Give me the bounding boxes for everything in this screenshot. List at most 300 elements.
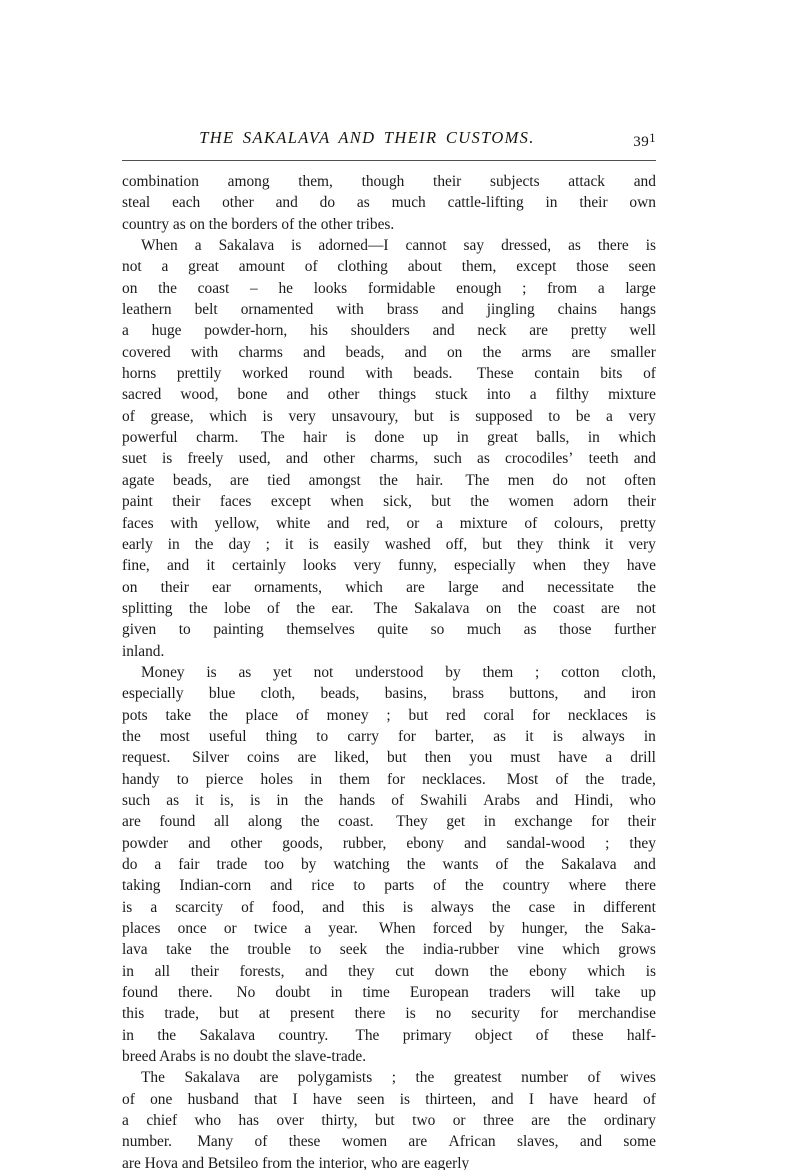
text-run: breed Arabs is no doubt the slave-trade.	[122, 1048, 367, 1066]
text-run: by	[300, 856, 317, 873]
text-line	[122, 769, 656, 790]
text-run: drill	[630, 749, 656, 767]
text-line	[122, 1003, 656, 1024]
text-run: hair.	[416, 471, 448, 489]
text-run: liked,	[334, 749, 369, 767]
text-run: day	[228, 535, 251, 553]
text-run: is	[345, 429, 356, 447]
text-run: African	[448, 1133, 496, 1151]
text-run: looks	[303, 557, 337, 575]
text-run: paint	[122, 493, 153, 511]
text-run: a	[154, 856, 162, 873]
text-run: ;	[391, 1069, 396, 1087]
text-run: themselves	[286, 621, 355, 639]
text-run: rubber,	[342, 834, 387, 852]
text-run: iron	[631, 685, 656, 703]
text-run: ornamented	[240, 301, 314, 319]
text-run: too	[264, 856, 284, 873]
text-run: great	[188, 258, 219, 276]
text-run: wood,	[180, 386, 219, 404]
text-run: which	[562, 941, 600, 959]
text-run: along	[247, 813, 283, 831]
running-head-title: THE SAKALAVA AND THEIR CUSTOMS.	[199, 128, 535, 147]
text-run: colours,	[554, 514, 604, 532]
text-line	[122, 1067, 656, 1088]
text-run: their	[172, 493, 201, 511]
text-line	[122, 918, 656, 939]
text-run: especially	[454, 557, 516, 575]
text-run: of	[535, 1026, 549, 1044]
text-run: Sakalava	[413, 599, 470, 617]
text-run: I	[528, 1090, 535, 1108]
text-line	[122, 641, 656, 662]
text-run: them,	[298, 173, 333, 190]
text-run: cut	[395, 962, 415, 980]
text-run: or	[223, 920, 237, 938]
text-run: of	[587, 1069, 601, 1087]
text-run: to	[178, 621, 191, 639]
text-run: case	[528, 898, 556, 916]
text-run: have	[626, 557, 656, 575]
text-run: is	[402, 898, 413, 916]
text-run: two	[412, 1112, 436, 1130]
text-run: and	[536, 791, 559, 809]
text-run: useful	[208, 727, 247, 745]
text-run: especially	[122, 685, 184, 703]
text-line	[122, 320, 656, 341]
text-run: of	[643, 1090, 656, 1108]
text-run: hands	[339, 791, 376, 809]
text-run: Sakalava	[199, 1026, 256, 1044]
text-run: carry	[347, 727, 379, 745]
text-run: all	[213, 813, 230, 831]
text-run: these	[288, 1133, 321, 1151]
text-run: up	[640, 984, 656, 1002]
text-line	[122, 790, 656, 811]
text-run: take	[594, 984, 621, 1002]
text-run: on	[485, 599, 502, 617]
text-run: country as on the borders of the other tribes.	[122, 215, 395, 233]
text-run: get	[446, 813, 466, 831]
text-line	[122, 619, 656, 640]
text-run: the	[464, 877, 484, 895]
text-run: Sakalava	[184, 1069, 240, 1087]
text-run: that	[254, 1090, 278, 1108]
text-run: men	[507, 471, 535, 489]
text-run: and	[491, 1090, 514, 1108]
text-run: for	[591, 813, 610, 831]
text-run: great	[487, 429, 518, 447]
text-run: powerful	[122, 429, 178, 447]
text-run: take	[165, 706, 192, 724]
text-line	[122, 598, 656, 619]
text-run: bits	[600, 365, 623, 383]
text-run: are	[230, 471, 249, 489]
text-run: some	[623, 1133, 656, 1151]
text-run: charm.	[196, 429, 243, 447]
text-run: slaves,	[516, 1133, 559, 1151]
text-run: a	[304, 920, 312, 938]
text-run: as	[523, 621, 537, 639]
text-run: trouble	[247, 941, 291, 959]
text-run: do	[122, 856, 138, 873]
text-run: ebony	[529, 962, 567, 980]
text-run: them	[482, 663, 514, 681]
running-head	[122, 128, 656, 150]
text-run: in	[122, 1026, 134, 1044]
text-run: doubt	[275, 984, 311, 1002]
text-run: he	[278, 279, 293, 297]
text-run: is	[291, 237, 302, 255]
text-run: have	[312, 1090, 342, 1108]
text-run: half-	[626, 1026, 656, 1044]
paragraph	[122, 662, 656, 1068]
text-run: the	[379, 471, 398, 489]
text-run: adorn	[573, 493, 609, 511]
text-run: have	[558, 749, 588, 767]
text-run: except	[516, 258, 557, 276]
text-run: request.	[122, 749, 175, 767]
text-run: of	[555, 770, 569, 788]
text-run: heard	[593, 1090, 628, 1108]
text-run: not	[636, 599, 656, 617]
text-run: are	[297, 749, 317, 767]
text-run: freely	[187, 450, 224, 468]
text-run: I	[292, 1090, 298, 1108]
text-run: beads,	[345, 343, 385, 361]
text-run: their	[627, 813, 656, 831]
text-run: Silver	[192, 749, 229, 767]
text-run: exchange	[514, 813, 573, 831]
page-number-digit-3: 1	[649, 131, 656, 145]
text-run: wives	[619, 1069, 656, 1087]
text-run: large	[625, 279, 656, 297]
text-run: further	[614, 621, 656, 639]
text-run: yellow,	[214, 514, 260, 532]
text-run: own	[629, 194, 656, 212]
text-run: as	[238, 663, 252, 681]
text-run: is	[449, 407, 460, 425]
text-run: of	[254, 1133, 268, 1151]
text-run: is	[122, 898, 133, 916]
text-run: to	[309, 941, 322, 959]
text-run: beads,	[172, 471, 212, 489]
text-run: hair	[303, 429, 328, 447]
text-run: tied	[267, 471, 291, 489]
text-run: no	[435, 1005, 452, 1023]
text-run: leathern	[122, 301, 172, 319]
text-run: charms	[238, 343, 283, 361]
text-run: attack	[568, 173, 606, 190]
text-run: quite	[377, 621, 409, 639]
text-run: mixture	[459, 514, 508, 532]
text-run: pots	[122, 706, 148, 724]
text-run: necklaces	[567, 706, 628, 724]
text-run: thirteen,	[425, 1090, 477, 1108]
text-run: round	[308, 365, 345, 383]
text-run: are	[259, 1069, 279, 1087]
text-run: into	[486, 386, 511, 404]
header-rule	[122, 160, 656, 161]
text-run: filthy	[555, 386, 590, 404]
text-run: it	[284, 535, 294, 553]
text-run: a	[606, 407, 613, 425]
text-run: them	[339, 770, 370, 788]
text-run: and	[270, 877, 293, 895]
text-run: jingling	[486, 301, 535, 319]
text-line	[122, 555, 656, 576]
text-run: and	[579, 1133, 603, 1151]
text-run: and	[404, 343, 427, 361]
text-run: are Hova and Betsileo from the interior, who are eagerly	[122, 1154, 470, 1170]
text-run: crocodiles’	[505, 450, 574, 468]
text-run: and	[441, 301, 464, 319]
text-line	[122, 1025, 656, 1046]
text-run: coral	[483, 706, 515, 724]
text-run: and	[285, 450, 309, 468]
text-run: yet	[273, 663, 292, 681]
text-run: splitting	[122, 599, 173, 617]
text-run: mixture	[608, 386, 656, 404]
text-run: they	[348, 962, 375, 980]
text-run: but	[414, 407, 434, 425]
text-run: holes	[260, 770, 293, 788]
text-run: given	[122, 621, 157, 639]
text-run: such	[433, 450, 462, 468]
text-run: ebony	[406, 834, 444, 852]
text-run: hunger,	[521, 920, 568, 938]
text-run: ;	[605, 834, 610, 852]
text-run: are	[531, 1112, 551, 1130]
text-run: in	[330, 984, 343, 1002]
text-run: though	[361, 173, 405, 190]
text-run: grows	[618, 941, 656, 959]
text-run: as	[493, 727, 507, 745]
text-run: used,	[238, 450, 271, 468]
text-run: by	[489, 920, 505, 938]
text-run: who	[629, 791, 656, 809]
text-run: prettily	[176, 365, 222, 383]
text-run: red	[446, 706, 466, 724]
text-run: it	[604, 535, 614, 553]
text-run: with	[365, 365, 393, 383]
text-run: and	[188, 834, 211, 852]
text-run: and	[305, 962, 328, 980]
text-run: scarcity	[175, 898, 224, 916]
text-run: ornaments,	[254, 578, 323, 596]
text-run: the	[406, 856, 426, 873]
text-run: is	[405, 1005, 416, 1023]
text-line	[122, 1046, 656, 1067]
text-run: as	[477, 450, 490, 468]
text-line	[122, 705, 656, 726]
text-run: charms,	[370, 450, 419, 468]
text-run: the	[188, 599, 208, 617]
text-run: not	[586, 471, 606, 489]
text-run: ear.	[331, 599, 358, 617]
text-run: are	[406, 578, 425, 596]
text-run: sacred	[122, 386, 162, 404]
text-run: the	[208, 706, 228, 724]
text-run: the	[567, 1112, 587, 1130]
text-run: the	[491, 898, 511, 916]
text-run: the	[300, 813, 320, 831]
text-run: to	[353, 877, 366, 895]
text-run: it	[206, 557, 215, 575]
text-run: these	[571, 1026, 604, 1044]
text-run: there.	[177, 984, 217, 1002]
text-line	[122, 427, 656, 448]
text-run: suet	[122, 450, 147, 468]
text-run: are	[408, 1133, 428, 1151]
text-run: the	[415, 1069, 435, 1087]
body-text-block	[122, 171, 656, 1170]
text-run: this	[122, 1005, 145, 1023]
text-run: a	[529, 386, 537, 404]
text-run: is	[162, 450, 173, 468]
text-run: Sakalava	[561, 856, 617, 873]
text-run: coast	[552, 599, 585, 617]
text-run: and	[303, 343, 326, 361]
text-run: which	[209, 407, 247, 425]
text-run: The	[141, 1069, 165, 1087]
text-run: Money	[141, 663, 185, 681]
text-run: is	[249, 791, 261, 809]
text-run: in	[456, 429, 469, 447]
text-run: thing	[265, 727, 298, 745]
text-run: a	[194, 237, 202, 255]
text-run: of	[122, 407, 135, 425]
text-run: inland.	[122, 642, 165, 660]
text-run: found	[159, 813, 196, 831]
text-run: by	[445, 663, 461, 681]
text-run: always	[430, 898, 474, 916]
text-run: do	[552, 471, 568, 489]
text-line	[122, 811, 656, 832]
text-run: are	[122, 813, 141, 831]
text-run: the	[194, 535, 214, 553]
text-line	[122, 1089, 656, 1110]
text-run: dressed,	[501, 237, 552, 255]
text-run: clothing	[337, 258, 388, 276]
text-run: with	[190, 343, 219, 361]
text-run: forced	[432, 920, 473, 938]
text-run: stuck	[435, 386, 468, 404]
text-run: sandal-wood	[506, 834, 586, 852]
text-run: those	[559, 621, 592, 639]
text-run: Hindi,	[574, 791, 614, 809]
text-line	[122, 577, 656, 598]
text-run: most	[159, 727, 190, 745]
text-run: combination	[122, 173, 199, 190]
text-run: certainly	[232, 557, 286, 575]
text-run: much	[391, 194, 426, 212]
text-run: think	[558, 535, 590, 553]
text-run: all	[154, 962, 171, 980]
text-run: twice	[253, 920, 288, 938]
text-run: the	[637, 578, 656, 596]
text-run: amongst	[308, 471, 361, 489]
text-run: forests,	[239, 962, 285, 980]
text-run: primary	[402, 1026, 452, 1044]
text-run: traders	[488, 984, 531, 1002]
text-run: for	[540, 1005, 559, 1023]
text-line	[122, 448, 656, 469]
text-run: this	[362, 898, 385, 916]
text-line	[122, 406, 656, 427]
text-run: but	[482, 535, 502, 553]
text-run: cloth,	[621, 663, 656, 681]
text-run: which	[587, 962, 626, 980]
text-run: painting	[213, 621, 264, 639]
text-run: a	[605, 749, 613, 767]
text-run: The	[373, 599, 398, 617]
text-run: brass	[452, 685, 484, 703]
text-run: the	[158, 279, 177, 297]
text-line	[122, 833, 656, 854]
text-line	[122, 875, 656, 896]
text-run: of	[643, 365, 656, 383]
text-run: place	[245, 706, 279, 724]
text-run: say	[463, 237, 485, 255]
text-run: parts	[384, 877, 415, 895]
text-run: of	[122, 1090, 135, 1108]
text-run: in	[587, 429, 600, 447]
text-run: of	[304, 258, 318, 276]
text-run: shoulders	[350, 322, 410, 340]
text-run: enough	[456, 279, 502, 297]
text-run: the	[517, 599, 537, 617]
text-line	[122, 1110, 656, 1131]
text-run: lava	[122, 941, 148, 959]
text-line	[122, 982, 656, 1003]
text-run: is	[399, 1090, 411, 1108]
text-run: looks	[313, 279, 348, 297]
text-run: formidable	[367, 279, 436, 297]
text-run: and	[633, 856, 656, 873]
text-run: the	[296, 599, 316, 617]
text-line	[122, 897, 656, 918]
text-run: off,	[445, 535, 468, 553]
text-run: are	[571, 343, 591, 361]
text-line	[122, 299, 656, 320]
text-run: other	[230, 834, 263, 852]
text-run: contain	[534, 365, 580, 383]
text-run: subjects	[489, 173, 540, 190]
text-run: well	[629, 322, 656, 340]
text-run: necklaces.	[422, 770, 490, 788]
text-line	[122, 854, 656, 875]
text-run: When	[378, 920, 416, 938]
text-run: handy	[122, 770, 160, 788]
text-line	[122, 278, 656, 299]
text-run: a	[150, 898, 158, 916]
text-run: they	[516, 535, 544, 553]
text-run: ;	[522, 279, 527, 297]
text-run: coast	[197, 279, 230, 297]
text-run: ;	[386, 706, 391, 724]
text-run: places	[122, 920, 161, 938]
text-run: found	[122, 984, 158, 1002]
text-run: merchandise	[578, 1005, 656, 1023]
text-run: in	[122, 962, 134, 980]
text-run: their	[627, 493, 656, 511]
text-run: red,	[366, 514, 390, 532]
text-run: in	[483, 813, 496, 831]
text-run: cotton	[561, 663, 600, 681]
text-run: when	[532, 557, 567, 575]
text-run: fine,	[122, 557, 150, 575]
